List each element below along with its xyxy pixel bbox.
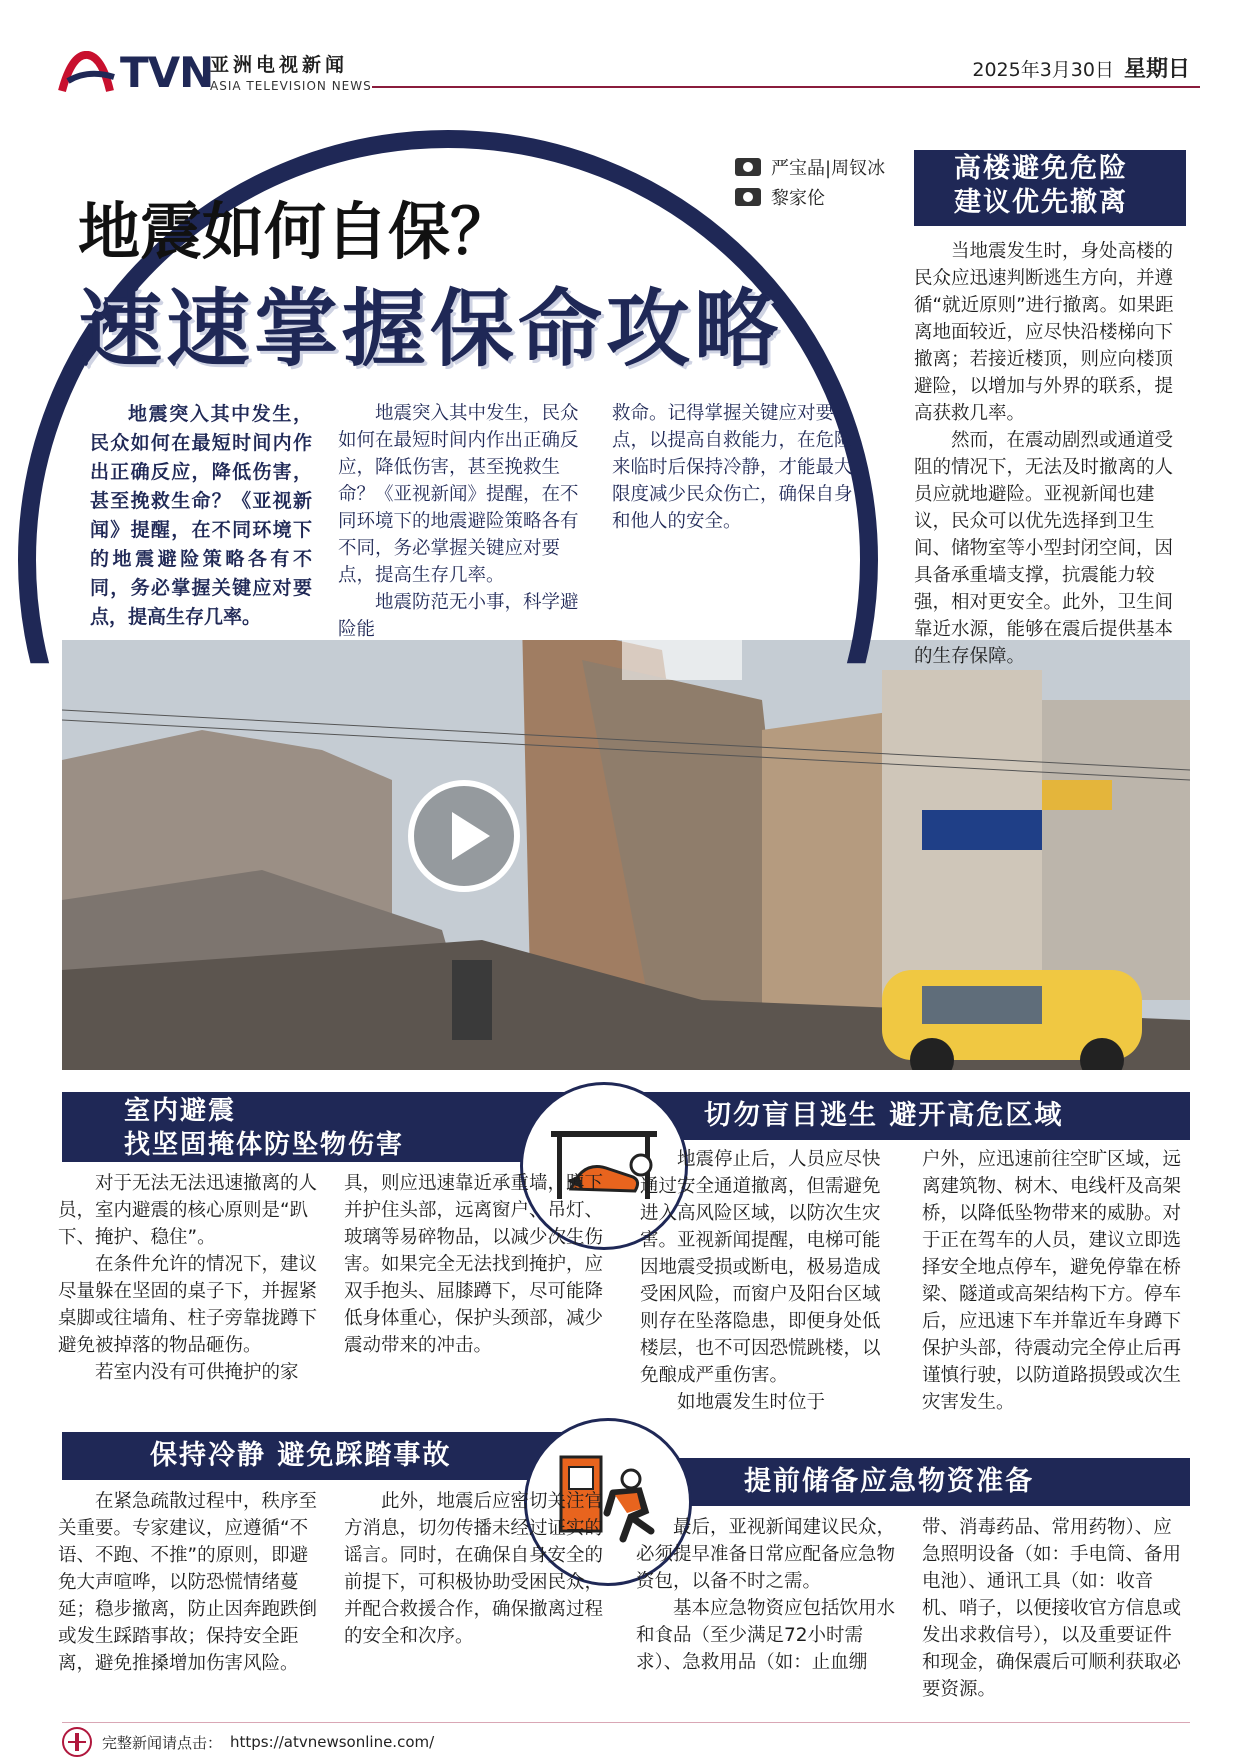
byline	[735, 152, 885, 212]
footer	[62, 1727, 434, 1757]
logo-text: TVN	[120, 48, 214, 97]
indoor-text-b	[344, 1170, 604, 1359]
high-rise-title-l1: 高楼避免危险	[954, 153, 1128, 184]
high-rise-p2: 然而，在震动剧烈或通道受阻的情况下，无法及时撤离的人员应就地避险。亚视新闻也建议，民众可以优先选择到卫生间、储物室等小型封闭空间，因具备承重墙支撑，抗震能力较强，相对更安全。此外，卫生间靠近水源，能够在震后提供基本的生存保障。	[914, 430, 1174, 667]
footer-link[interactable]: https://atvnewsonline.com/	[230, 1733, 435, 1751]
brand-name	[210, 50, 372, 93]
calm-p2: 此外，地震后应密切关注官方消息，切勿传播未经过证实的谣言。同时，在确保自身安全的前提下，可积极协助受困民众，并配合救援合作，确保撤离过程的安全和次序。	[344, 1491, 604, 1647]
lead-paragraph: 地震突入其中发生，民众如何在最短时间内作出正确反应，降低伤害，甚至挽救生命？《亚视新闻》提醒，在不同环境下的地震避险策略各有不同，务必掌握关键应对要点，提高生存几率。	[90, 403, 312, 628]
indoor-title-l1: 室内避震	[124, 1096, 237, 1126]
calm-p1: 在紧急疏散过程中，秩序至关重要。专家建议，应遵循“不语、不跑、不推”的原则，即避免大声喧哗，以防恐慌情绪蔓延；稳步撤离，防止因奔跑跌倒或发生踩踏事故；保持安全距离，避免推搡增加伤害风险。	[58, 1491, 318, 1674]
indoor-p2: 在条件允许的情况下，建议尽量躲在坚固的桌子下，并握紧桌脚或往墙角、柱子旁靠拢蹲下避免被掉落的物品砸伤。	[58, 1254, 318, 1356]
escape-text-a	[640, 1146, 898, 1416]
play-icon	[452, 812, 490, 860]
calm-text-a	[58, 1488, 322, 1677]
reporters: 严宝晶|周钗冰	[771, 158, 886, 179]
date-text: 2025年3月30日	[972, 59, 1114, 81]
indoor-p4: 具，则应迅速靠近承重墙，蹲下并护住头部，远离窗户、吊灯、玻璃等易碎物品，以减少次生伤害。如果完全无法找到掩护，应双手抱头、屈膝蹲下，尽可能降低身体重心，保护头颈部，减少震动带来的冲击。	[344, 1173, 604, 1356]
cameraman: 黎家伦	[771, 188, 825, 209]
escape-p2: 如地震发生时位于	[677, 1392, 826, 1413]
brand-cn: 亚洲电视新闻	[210, 54, 349, 76]
headline-line2: 速速掌握保命攻略	[78, 280, 783, 378]
escape-text-b	[922, 1146, 1188, 1416]
high-rise-text	[914, 238, 1186, 670]
intro-column-a	[338, 400, 588, 643]
section-title-high-rise	[914, 150, 1186, 226]
calm-text-b	[344, 1488, 606, 1650]
footer-label: 完整新闻请点击：	[102, 1733, 223, 1752]
section-title-escape: 切勿盲目逃生 避开高危区域	[638, 1092, 1190, 1140]
video-camera-icon	[735, 158, 761, 176]
supplies-p2: 基本应急物资应包括饮用水和食品（至少满足72小时需求）、急救用品（如：止血绷	[636, 1598, 896, 1673]
brand-en: ASIA TELEVISION NEWS	[210, 79, 372, 93]
indoor-title-l2: 找坚固掩体防坠物伤害	[124, 1130, 405, 1160]
weekday-text: 星期日	[1123, 57, 1190, 82]
intro-a-p1: 地震突入其中发生，民众如何在最短时间内作出正确反应，降低伤害，甚至挽救生命？《亚视新闻》提醒，在不同环境下的地震避险策略各有不同，务必掌握关键应对要点，提高生存几率。	[338, 403, 579, 586]
indoor-p1: 对于无法无法迅速撤离的人员，室内避震的核心原则是“趴下、掩护、稳住”。	[58, 1173, 318, 1248]
supplies-p3: 带、消毒药品、常用药物）、应急照明设备（如：手电筒、备用电池）、通讯工具（如：收音机、哨子，以便接收官方信息或发出求救信号），以及重要证件和现金，确保震后可顺利获取必要资源。	[922, 1517, 1182, 1700]
escape-p1: 地震停止后，人员应尽快通过安全通道撤离，但需避免进入高风险区域，以防次生灾害。亚视新闻提醒，电梯可能因地震受损或断电，极易造成受困风险，而窗户及阳台区域则存在坠落隐患，即便身处低楼层，也不可因恐慌跳楼，以免酿成严重伤害。	[640, 1149, 881, 1386]
intro-b-p1: 救命。记得掌握关键应对要点，以提高自救能力，在危险来临时后保持冷静，才能最大限度减少民众伤亡，确保自身和他人的安全。	[612, 403, 853, 532]
header-divider	[372, 86, 1200, 88]
supplies-text-b	[922, 1514, 1188, 1703]
logo-a-icon	[58, 51, 118, 95]
indoor-p3: 若室内没有可供掩护的家	[95, 1362, 299, 1383]
escape-p3: 户外，应迅速前往空旷区域，远离建筑物、树木、电线杆及高架桥，以降低坠物带来的威胁。对于正在驾车的人员，建议立即选择安全地点停车，避免停靠在桥梁、隧道或高架结构下方。停车后，应迅速下车并靠近车身蹲下保护头部，待震动完全停止后再谨慎行驶，以防道路损毁或次生灾害发生。	[922, 1149, 1182, 1413]
earthquake-photo[interactable]	[62, 640, 1190, 1070]
intro-column-b	[612, 400, 862, 535]
supplies-p1: 最后，亚视新闻建议民众，必须提早准备日常应配备应急物资包，以备不时之需。	[636, 1517, 896, 1592]
high-rise-p1: 当地震发生时，身处高楼的民众应迅速判断逃生方向，并遵循“就近原则”进行撤离。如果距离地面较近，应尽快沿楼梯向下撤离；若接近楼顶，则应向楼顶避险，以增加与外界的联系，提高获救几率。	[914, 241, 1174, 424]
globe-icon	[62, 1727, 92, 1757]
section-title-calm: 保持冷静 避免踩踏事故	[62, 1432, 592, 1480]
section-title-supplies: 提前储备应急物资准备	[648, 1458, 1190, 1506]
play-button[interactable]	[408, 780, 520, 892]
supplies-text-a	[636, 1514, 900, 1676]
high-rise-title-l2: 建议优先撤离	[954, 187, 1128, 218]
section-title-indoor	[62, 1092, 582, 1162]
issue-date	[972, 52, 1190, 83]
camera-icon	[735, 188, 761, 206]
headline-line1: 地震如何自保？	[78, 195, 513, 268]
indoor-text-a	[58, 1170, 322, 1386]
collapsed-buildings-illustration	[62, 640, 1190, 1070]
atv-logo	[58, 48, 213, 97]
footer-divider	[62, 1722, 1190, 1723]
intro-a-p2: 地震防范无小事，科学避险能	[338, 592, 579, 640]
